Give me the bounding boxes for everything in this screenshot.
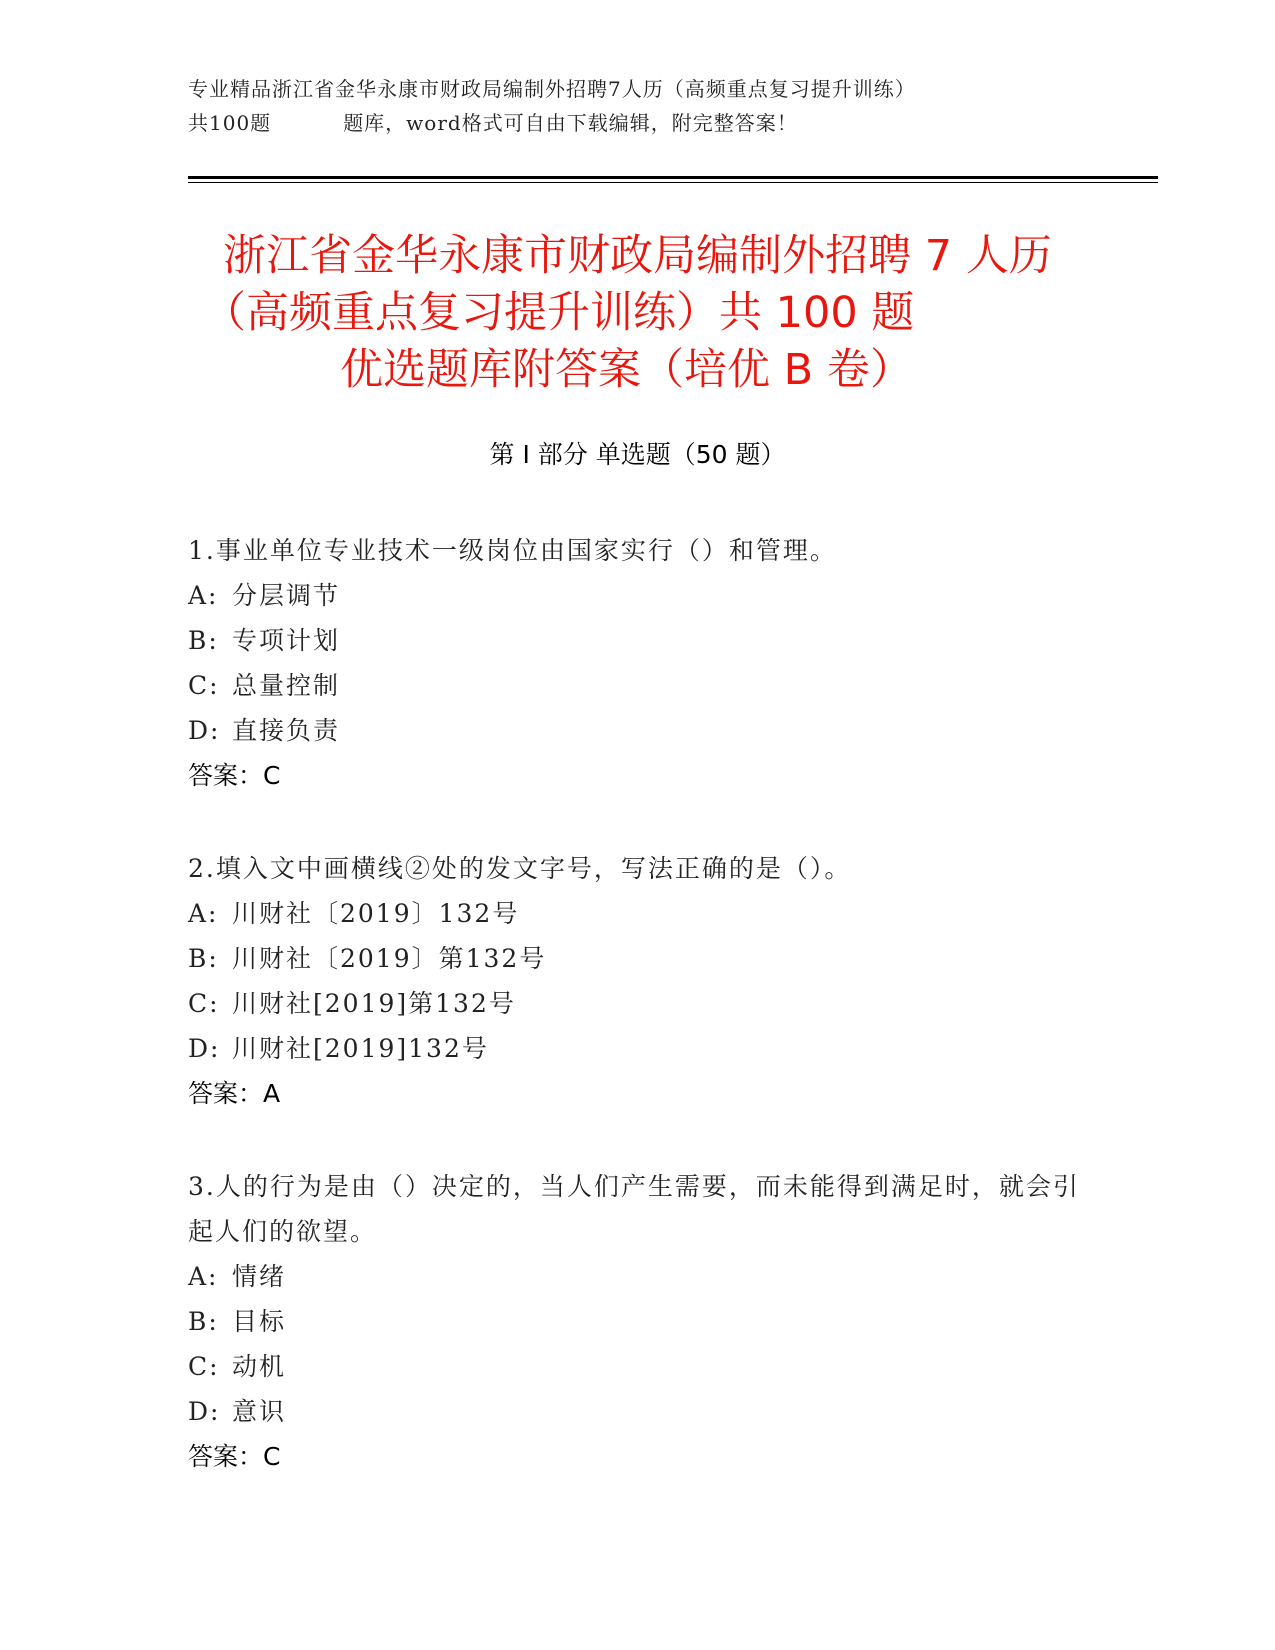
answer: 答案：C [188,761,281,790]
option-a: A: 情绪 [188,1262,287,1291]
header-divider-thin [188,182,1158,183]
option-d: D: 川财社[2019]132号 [188,1034,489,1063]
question-text: 3.人的行为是由（）决定的，当人们产生需要，而未能得到满足时，就会引起人们的欲望。 [188,1172,1080,1246]
question-text: 2.填入文中画横线②处的发文字号，写法正确的是（）。 [188,854,852,883]
option-c: C: 总量控制 [188,671,341,700]
option-d: D: 直接负责 [188,716,341,745]
title-line-2: （高频重点复习提升训练）共 100 题 [203,288,915,338]
header-line-2-desc: 题库，word格式可自由下载编辑，附完整答案！ [343,111,798,135]
option-a: A: 川财社〔2019〕132号 [188,899,520,928]
question-item [188,528,1088,798]
question-item [188,1164,1088,1479]
option-a: A: 分层调节 [188,581,341,610]
answer: 答案：C [188,1442,281,1471]
page-header [188,72,1088,140]
question-text: 1.事业单位专业技术一级岗位由国家实行（）和管理。 [188,536,837,565]
option-d: D: 意识 [188,1397,287,1426]
option-c: C: 川财社[2019]第132号 [188,989,516,1018]
title-line-1: 浙江省金华永康市财政局编制外招聘 7 人历 [223,231,1052,281]
option-b: B: 专项计划 [188,626,341,655]
header-line-2 [188,106,1088,140]
title-line-3: 优选题库附答案（培优 B 卷） [340,345,913,395]
header-line-2-count: 共100题 [188,111,272,135]
header-line-1: 专业精品浙江省金华永康市财政局编制外招聘7人历（高频重点复习提升训练） [188,77,916,101]
question-list [188,528,1088,1527]
option-b: B: 川财社〔2019〕第132号 [188,944,547,973]
option-b: B: 目标 [188,1307,287,1336]
option-c: C: 动机 [188,1352,287,1381]
question-item [188,846,1088,1116]
document-title [0,228,1275,399]
answer: 答案：A [188,1079,281,1108]
header-divider-thick [188,176,1158,179]
section-heading: 第 I 部分 单选题（50 题） [489,440,786,469]
